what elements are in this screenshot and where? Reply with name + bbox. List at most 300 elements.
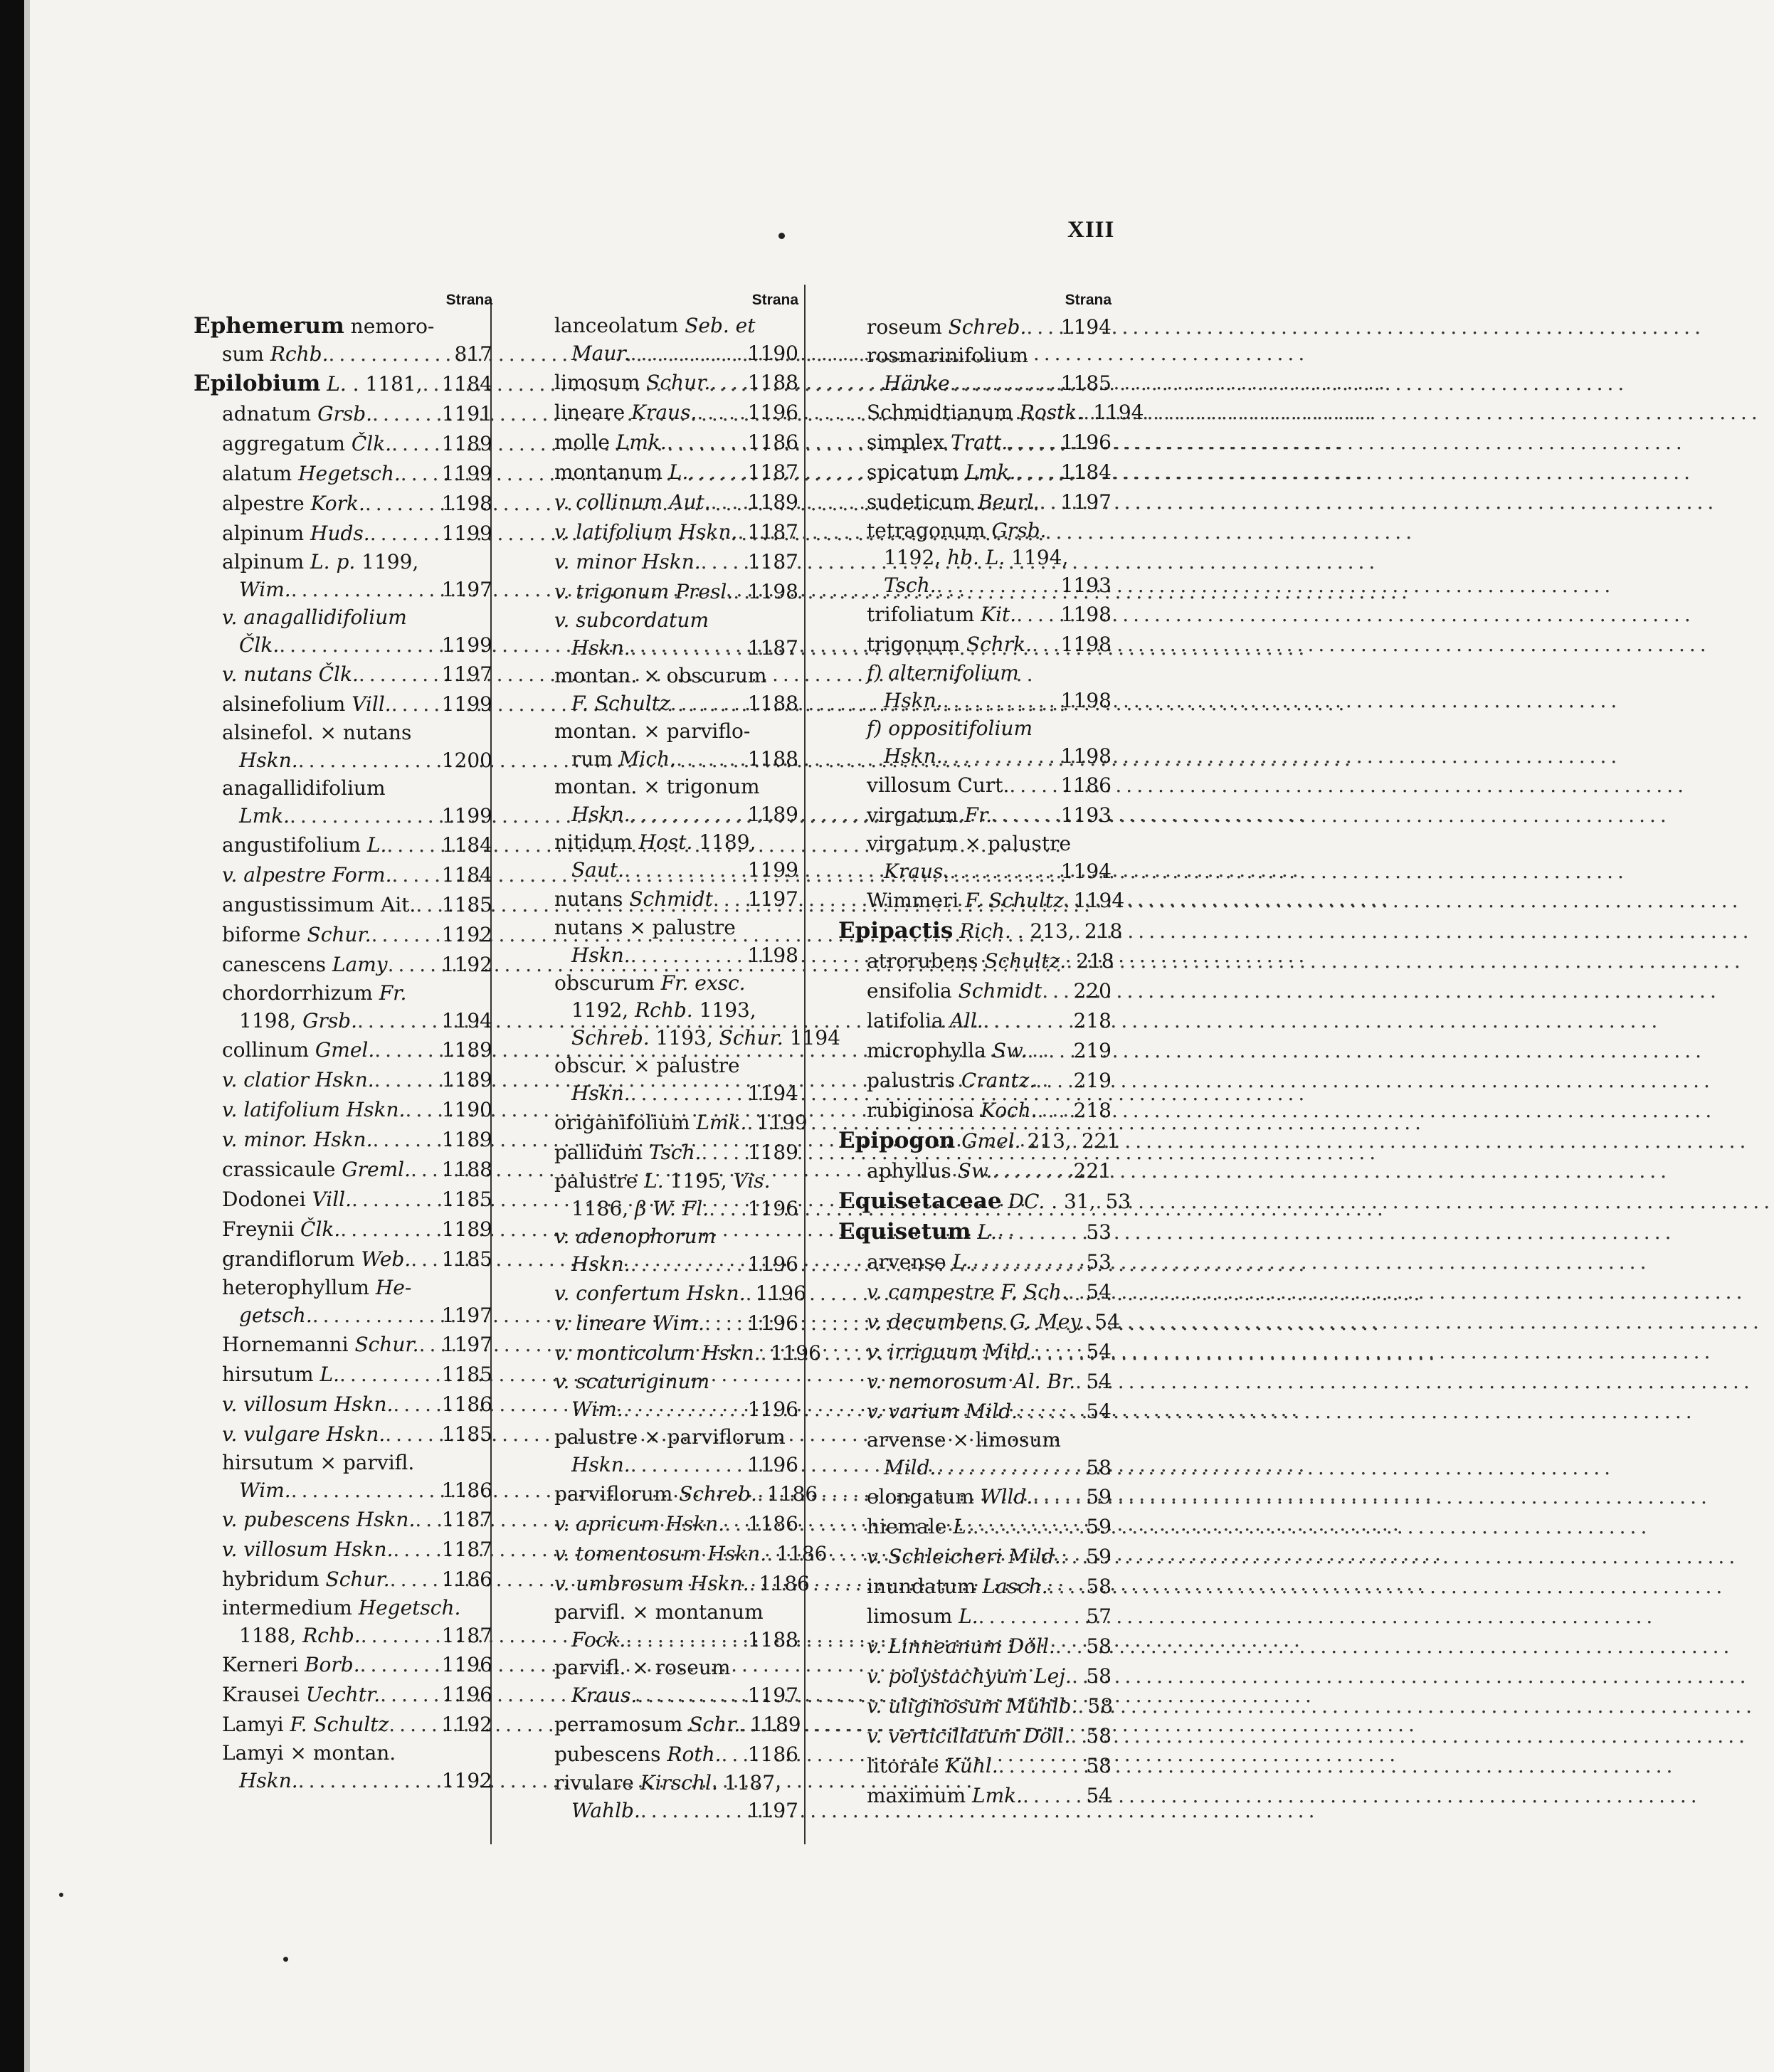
entry-line: intermedium Hegetsch.	[222, 1596, 461, 1619]
index-entry	[838, 771, 1112, 800]
index-heading-entry	[194, 369, 492, 399]
scan-speck	[778, 233, 785, 239]
dot-leader	[405, 1095, 438, 1125]
page-ref: 1196	[755, 1281, 806, 1305]
page-ref: 1186	[776, 1542, 828, 1565]
page-ref: 1186	[441, 1479, 492, 1502]
entry-text: Tsch.	[884, 574, 936, 597]
entry-line: montan. × obscurum	[554, 664, 767, 687]
dot-leader	[973, 1512, 1084, 1542]
dot-leader	[1070, 1721, 1083, 1751]
index-entry	[838, 630, 1112, 660]
page-ref: 218	[1073, 1009, 1112, 1032]
page-ref: 1199	[756, 1111, 808, 1134]
index-entry	[526, 1138, 798, 1168]
entry-line	[554, 1195, 798, 1223]
page-ref: 1199	[747, 858, 798, 882]
page-ref: 1194	[1060, 860, 1112, 883]
entry-text: alpinum Huds.	[222, 522, 370, 545]
entry-line	[554, 1626, 798, 1654]
entry-line: 1192, hb. L. 1194,	[884, 546, 1069, 569]
entry-text: v. villosum Hskn.	[222, 1392, 394, 1416]
entry-line: rosmarinifolium	[867, 344, 1028, 367]
entry-text: inundatum Lasch.	[867, 1575, 1048, 1598]
index-entry	[526, 1424, 798, 1479]
entry-line	[222, 1622, 492, 1650]
entry-text: collinum Gmel.	[222, 1038, 375, 1062]
index-entry	[838, 1156, 1112, 1186]
dot-leader	[340, 1215, 438, 1244]
entry-text: pallidum Tsch.	[554, 1141, 702, 1164]
entry-line	[222, 1007, 492, 1035]
dot-leader	[667, 428, 745, 458]
index-entry	[838, 517, 1112, 600]
index-entry	[526, 1108, 808, 1138]
dot-leader	[1008, 428, 1058, 458]
index-entry	[526, 368, 798, 398]
entry-text: molle Lmk.	[554, 430, 667, 454]
dot-leader	[328, 340, 451, 369]
index-entry	[526, 1368, 798, 1424]
dot-leader	[992, 1156, 1070, 1186]
dot-leader	[722, 1740, 745, 1770]
entry-text: sudeticum Beurl.	[867, 490, 1040, 514]
dot-leader	[1096, 1187, 1103, 1217]
page-ref: 58	[1086, 1456, 1112, 1479]
entry-text: Saut.	[571, 858, 625, 882]
entry-text: aggregatum Člk.	[222, 432, 392, 455]
entry-text: v. verticillatum Döll.	[867, 1724, 1071, 1748]
page-ref: 1188	[747, 747, 798, 771]
page-ref: 1192	[441, 953, 492, 976]
entry-text: Lmk.	[239, 804, 290, 828]
entry-text: 1186, β W. Fl.	[571, 1197, 709, 1220]
entry-line	[867, 1454, 1112, 1482]
dot-leader	[936, 571, 1058, 600]
entry-line: v. adenophorum	[554, 1225, 717, 1248]
entry-text: getsch.	[239, 1304, 312, 1327]
dot-leader	[1023, 1781, 1083, 1811]
page-ref: 58	[1086, 1724, 1112, 1748]
page-ref: 53	[1105, 1190, 1131, 1213]
index-entry	[838, 1307, 1120, 1337]
entry-line	[554, 1681, 798, 1710]
entry-text: v. minor. Hskn.	[222, 1128, 373, 1151]
entry-line: anagallidifolium	[222, 776, 386, 800]
index-heading-entry	[838, 1186, 1131, 1217]
index-entry	[838, 1427, 1112, 1482]
entry-line: nitidum Host. 1189,	[554, 830, 756, 854]
dot-leader	[393, 1390, 438, 1420]
dot-leader	[1018, 1397, 1083, 1427]
index-entry	[526, 1168, 798, 1223]
entry-text: v. confertum Hskn.	[554, 1281, 746, 1305]
dot-leader	[630, 634, 745, 662]
dot-leader	[390, 1565, 439, 1595]
index-heading-entry	[838, 916, 1123, 946]
page-ref: 1189	[441, 1068, 492, 1092]
entry-text: virgatum Fr.	[867, 803, 993, 827]
dot-leader	[1032, 630, 1058, 660]
page-ref: 1188	[441, 1158, 492, 1181]
entry-text: v. clatior Hskn.	[222, 1068, 374, 1092]
index-entry	[194, 775, 492, 830]
dot-leader	[415, 1505, 438, 1535]
dot-leader	[749, 1569, 756, 1599]
entry-line: parvifl. × montanum	[554, 1600, 764, 1624]
page-number: XIII	[1067, 217, 1115, 243]
dot-leader	[1035, 1066, 1070, 1096]
page-ref: 1193	[1060, 574, 1112, 597]
page-ref: 1198	[441, 492, 492, 515]
index-entry	[194, 1565, 492, 1595]
entry-text: v. collinum Aut.	[554, 490, 711, 514]
page-ref: 1199	[441, 522, 492, 545]
page-ref: 1185	[441, 1363, 492, 1386]
index-entry	[194, 980, 492, 1035]
entry-text: Epilobium L. . 1181,	[194, 371, 423, 396]
index-entry	[526, 1599, 798, 1654]
entry-line	[194, 340, 492, 369]
index-entry	[838, 886, 1125, 916]
page-ref: 1198	[1060, 603, 1112, 626]
entry-text: Equisetaceae DC. . 31,	[838, 1188, 1096, 1214]
page-ref: 1189	[441, 432, 492, 455]
dot-leader	[1068, 1277, 1084, 1307]
page-ref: 1197	[441, 1333, 492, 1356]
entry-text: atrorubens Schultz.	[867, 949, 1067, 973]
dot-leader	[1061, 1542, 1084, 1572]
page-ref: 1185	[441, 1188, 492, 1211]
page-ref: 59	[1086, 1485, 1112, 1508]
entry-text: perramosum Schr.	[554, 1713, 741, 1736]
entry-text: spicatum Lmk.	[867, 460, 1016, 484]
entry-line	[554, 634, 798, 662]
dot-leader	[998, 1751, 1084, 1781]
dot-leader	[1015, 458, 1057, 487]
entry-text: Hskn.	[571, 944, 630, 967]
entry-text: trigonum Schrk.	[867, 633, 1033, 656]
page-ref: 1186	[759, 1572, 810, 1595]
entry-line	[554, 1079, 798, 1108]
entry-text: sum Rchb.	[222, 342, 329, 366]
entry-text: lineare Kraus.	[554, 401, 697, 424]
entry-text: Hskn.	[571, 1082, 630, 1105]
page-ref: 1184	[1060, 460, 1112, 484]
dot-leader	[372, 399, 439, 429]
index-entries	[838, 312, 1144, 1811]
index-entry	[526, 517, 798, 547]
entry-text: ensifolia Schmidt	[867, 979, 1042, 1003]
page-ref: 1186	[747, 430, 798, 454]
page-ref: 1196	[441, 1683, 492, 1706]
dot-leader	[298, 1767, 439, 1795]
entry-text: Hskn.	[884, 689, 943, 712]
scan-speck	[283, 1957, 288, 1962]
dot-leader	[640, 1797, 745, 1825]
page-ref: 58	[1086, 1634, 1112, 1658]
page-ref: 1194	[1060, 315, 1112, 339]
page-ref: 54	[1086, 1280, 1112, 1304]
index-entry	[194, 549, 492, 604]
page-ref: 1197	[747, 1799, 798, 1822]
page-ref: 53	[1086, 1220, 1112, 1244]
dot-leader	[766, 1539, 774, 1569]
index-entry	[838, 487, 1112, 517]
index-entry	[838, 800, 1112, 830]
dot-leader	[357, 1007, 439, 1035]
page-ref: 59	[1086, 1515, 1112, 1538]
entry-text: canescens Lamy	[222, 953, 388, 976]
entry-text: crassicaule Greml.	[222, 1158, 411, 1181]
index-entry	[838, 398, 1144, 428]
entry-text: v. nutans Člk.	[222, 662, 359, 686]
entry-text: v. lineare Wim.	[554, 1311, 705, 1335]
index-entry	[526, 829, 798, 884]
index-entry	[838, 1036, 1112, 1066]
dot-leader	[359, 660, 439, 689]
entry-text: grandiflorum Web.	[222, 1247, 411, 1271]
index-entry	[838, 1602, 1112, 1632]
entry-text: Kerneri Borb.	[222, 1653, 360, 1676]
entry-line: palustre L. 1195, Vis.	[554, 1169, 771, 1193]
dot-leader	[1036, 1337, 1084, 1367]
dot-leader	[374, 1035, 438, 1065]
entry-text: biforme Schur.	[222, 923, 371, 946]
dot-leader	[374, 1065, 439, 1095]
entry-text: angustissimum Ait.	[222, 893, 416, 916]
page-ref: 1187	[747, 636, 798, 660]
page-ref: 1196	[747, 401, 798, 424]
entry-line: arvense × limosum	[867, 1428, 1061, 1452]
index-entry	[526, 1539, 828, 1569]
dot-leader	[737, 517, 744, 547]
dot-leader	[371, 920, 439, 950]
dot-leader	[630, 1079, 745, 1108]
dot-leader	[746, 1108, 754, 1138]
entry-text: Hskn.	[239, 1769, 298, 1792]
entry-text: Wim.	[239, 1479, 291, 1502]
entry-text: Hskn.	[571, 1453, 630, 1476]
entry-line	[554, 1797, 798, 1825]
index-entry	[526, 1309, 798, 1338]
index-entry	[194, 890, 492, 920]
entry-text: latifolia All.	[867, 1009, 983, 1032]
page-ref: 218	[1076, 949, 1114, 973]
entry-line	[222, 802, 492, 830]
dot-leader	[711, 487, 745, 517]
index-entry	[838, 660, 1112, 715]
entry-text: aphyllus Sw.	[867, 1159, 993, 1183]
entry-line	[867, 687, 1112, 715]
entry-text: alatum Hegetsch.	[222, 462, 401, 485]
dot-leader	[392, 860, 439, 890]
dot-leader	[419, 1330, 439, 1360]
entry-text: v. latifolium Hskn.	[554, 520, 738, 544]
entry-text: limosum L.	[867, 1605, 978, 1628]
page-ref: 1197	[747, 1684, 798, 1707]
entry-text: Hskn.	[884, 744, 943, 768]
dot-leader	[630, 941, 745, 970]
entry-line	[554, 856, 798, 884]
dot-leader	[393, 1535, 438, 1565]
index-entry	[838, 458, 1112, 487]
entry-line: parvifl. × roseum	[554, 1656, 731, 1679]
page-ref: 1196	[441, 1653, 492, 1676]
index-entry	[838, 1721, 1112, 1751]
entry-text: Člk.	[239, 633, 280, 657]
entry-text: v. nemorosum Al. Br.	[867, 1370, 1076, 1393]
page-ref: 54	[1086, 1784, 1112, 1807]
entry-line	[554, 1451, 798, 1479]
index-entry	[194, 1125, 492, 1155]
index-entry	[194, 1740, 492, 1795]
entry-text: Mild.	[884, 1456, 936, 1479]
entry-line: 1192, Rchb. 1193,	[571, 998, 756, 1022]
index-entry	[838, 600, 1112, 630]
page-ref: 1196	[747, 1252, 798, 1276]
page-ref: 58	[1086, 1754, 1112, 1777]
page-ref: 1184	[441, 372, 492, 396]
page-ref: 1186	[1060, 773, 1112, 797]
entry-line: v. anagallidifolium	[222, 606, 407, 629]
entry-text: Epipactis Rich. . 213,	[838, 918, 1075, 944]
dot-leader	[391, 429, 439, 459]
entry-text: pubescens Roth.	[554, 1743, 722, 1766]
page-ref: 1193	[1060, 803, 1112, 827]
page-ref: 219	[1073, 1069, 1112, 1092]
index-entry	[526, 398, 798, 428]
entry-text: Dodonei Vill.	[222, 1188, 352, 1211]
entry-text: Schreb. 1193, Schur. 1194	[571, 1026, 840, 1050]
index-entry	[838, 1277, 1112, 1307]
page-ref: 58	[1086, 1664, 1112, 1688]
entry-text: v. tomentosum Hskn.	[554, 1542, 767, 1565]
index-entry	[194, 399, 492, 429]
entry-text: Wimmeri F. Schultz	[867, 889, 1064, 912]
dot-leader	[733, 577, 745, 607]
entry-text: v. polystachyum Lej.	[867, 1664, 1072, 1688]
dot-leader	[373, 1125, 439, 1155]
dot-leader	[713, 884, 745, 914]
dot-leader	[290, 802, 439, 830]
entry-line: tetragonum Grsb.	[867, 519, 1047, 542]
index-entry	[194, 1330, 492, 1360]
page-ref: 1196	[1060, 430, 1112, 454]
index-entry	[838, 1066, 1112, 1096]
page-ref: 1189	[441, 1128, 492, 1151]
dot-leader	[365, 489, 439, 519]
index-entry	[194, 1505, 492, 1535]
page-ref: 57	[1086, 1605, 1112, 1628]
entry-line: rivulare Kirschl. 1187,	[554, 1771, 781, 1794]
page-ref: 1188	[747, 371, 798, 394]
index-entry	[526, 547, 798, 577]
dot-leader	[761, 1338, 768, 1368]
dot-leader	[949, 857, 1057, 886]
index-entry	[526, 773, 798, 829]
entry-text: v. decumbens G. Mey.	[867, 1310, 1085, 1333]
index-entry	[194, 689, 492, 719]
entry-text: Lamyi F. Schultz	[222, 1713, 389, 1736]
entry-text: v. trigonum Presl.	[554, 580, 734, 603]
dot-leader	[361, 1622, 439, 1650]
index-entry	[838, 1691, 1112, 1721]
dot-leader	[688, 458, 744, 487]
index-entry	[526, 1569, 810, 1599]
index-entry	[194, 1420, 492, 1449]
entry-text: hiemale L.	[867, 1515, 973, 1538]
dot-leader	[936, 1454, 1083, 1482]
page-ref: 1200	[441, 749, 492, 772]
index-entry	[194, 519, 492, 549]
page-ref: 1187	[747, 550, 798, 574]
dot-leader	[312, 1301, 439, 1330]
index-entry	[838, 342, 1112, 398]
dot-leader	[1038, 1096, 1071, 1126]
page-ref: 1189	[747, 803, 798, 826]
dot-leader	[352, 1185, 439, 1215]
entry-line	[222, 631, 492, 660]
page-ref: 1198	[1060, 633, 1112, 656]
entry-line	[222, 1476, 492, 1505]
index-entry	[194, 860, 492, 890]
page-ref: 1194	[1093, 401, 1144, 424]
dot-leader	[1077, 1691, 1084, 1721]
page-ref: 1188	[747, 1628, 798, 1651]
entry-line: chordorrhizum Fr.	[222, 981, 407, 1005]
index-entry	[838, 1661, 1112, 1691]
entry-text: Kraus.	[571, 1684, 638, 1707]
entry-text: maximum Lmk.	[867, 1784, 1023, 1807]
page-ref: 1188	[747, 692, 798, 715]
index-entries	[194, 312, 492, 1795]
entry-line	[222, 1301, 492, 1330]
dot-leader	[1033, 1482, 1083, 1512]
entry-line: f) alternifolium	[867, 661, 1019, 684]
entry-line: hirsutum × parvifl.	[222, 1451, 415, 1474]
page-ref: 1185	[441, 893, 492, 916]
index-entry	[194, 1535, 492, 1565]
entry-line: alsinefol. × nutans	[222, 721, 412, 744]
page-ref: 1197	[441, 578, 492, 601]
page-ref: 58	[1087, 1694, 1114, 1718]
dot-leader	[1048, 1572, 1084, 1602]
dot-leader	[1084, 1307, 1092, 1337]
dot-leader	[1064, 886, 1071, 916]
dot-leader	[385, 1420, 438, 1449]
entry-text: litorale Kühl.	[867, 1754, 998, 1777]
entry-text: v. alpestre Form.	[222, 863, 392, 887]
page-ref: 1198	[747, 580, 798, 603]
index-entry	[526, 1479, 818, 1509]
index-heading-entry	[838, 1217, 1112, 1247]
page-ref: 1198	[1060, 744, 1112, 768]
index-entry	[194, 1710, 492, 1740]
dot-leader	[697, 398, 744, 428]
dot-leader	[704, 1309, 745, 1338]
entry-line: obscur. × palustre	[554, 1054, 740, 1077]
page-ref: 1187	[441, 1624, 492, 1647]
entry-text: 1198, Grsb.	[239, 1009, 358, 1032]
page-ref: 1196	[747, 1197, 798, 1220]
page-ref: 1189	[747, 1141, 798, 1164]
index-entry	[526, 607, 798, 662]
dot-leader	[298, 746, 439, 775]
entry-text: v. Schleicheri Mild.	[867, 1545, 1061, 1568]
index-entry	[838, 976, 1112, 1006]
index-entry	[194, 604, 492, 660]
